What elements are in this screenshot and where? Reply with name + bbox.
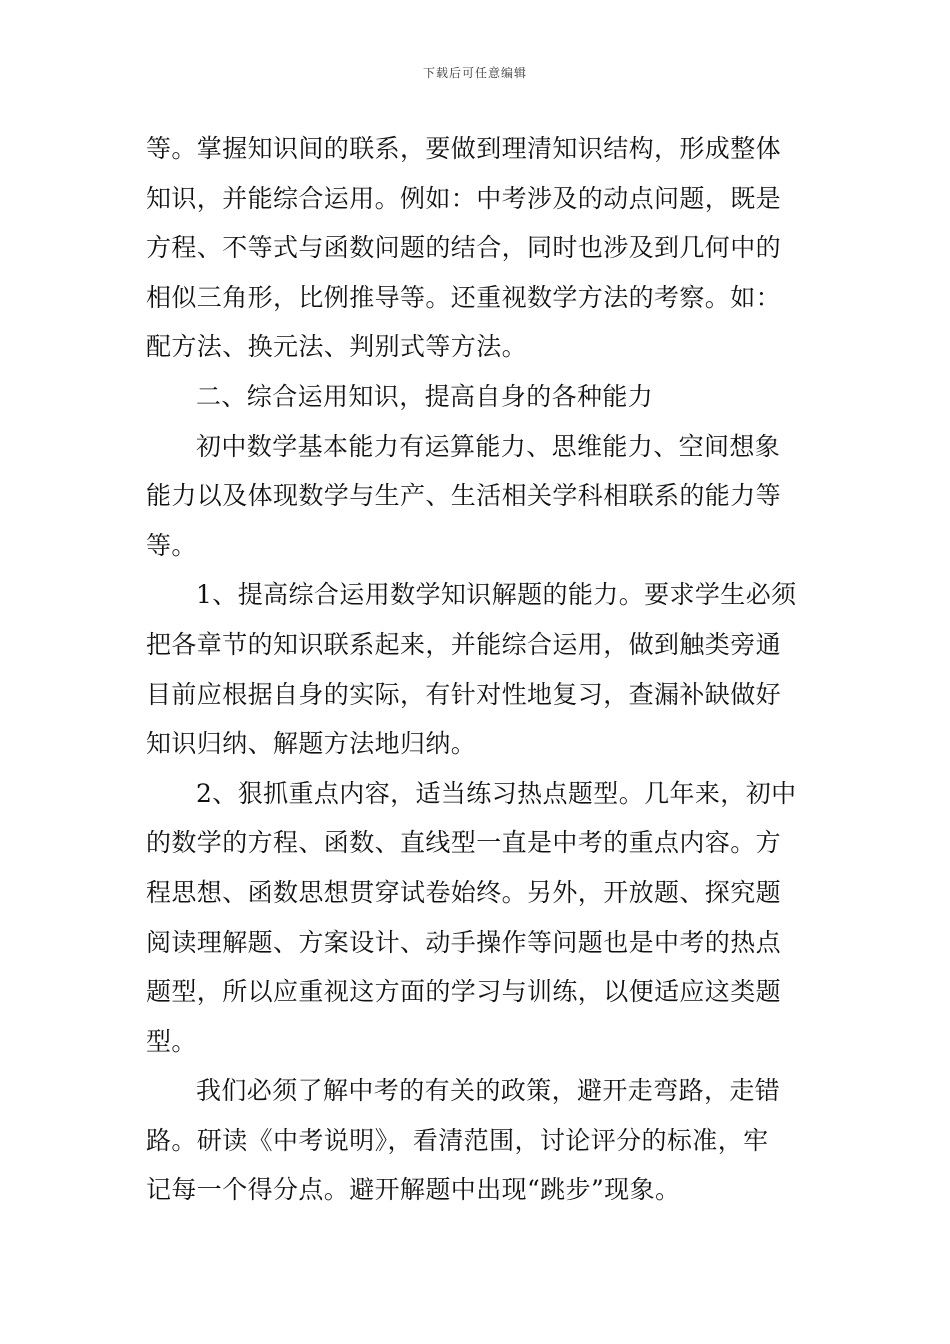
- paragraph: [146, 769, 808, 1067]
- text-line: 配方法、换元法、判别式等方法。: [146, 332, 528, 362]
- text-line: 知识，并能综合运用。例如：中考涉及的动点问题，既是: [146, 183, 782, 213]
- text-line: 我们必须了解中考的有关的政策，避开走弯路，走错: [196, 1076, 781, 1106]
- text-line: 把各章节的知识联系起来，并能综合运用，做到触类旁通: [146, 629, 782, 659]
- text-line: 初中数学基本能力有运算能力、思维能力、空间想象: [196, 431, 781, 461]
- paragraph: [146, 1066, 808, 1215]
- paragraph: [146, 570, 808, 768]
- page-header-note: 下载后可任意编辑: [422, 66, 527, 80]
- text-line: 能力以及体现数学与生产、生活相关学科相联系的能力等: [146, 481, 782, 511]
- text-line: 阅读理解题、方案设计、动手操作等问题也是中考的热点: [146, 927, 782, 957]
- text-line: 目前应根据自身的实际，有针对性地复习，查漏补缺做好: [146, 679, 782, 709]
- text-line: 相似三角形，比例推导等。还重视数学方法的考察。如：: [146, 282, 782, 312]
- text-line: 2、狠抓重点内容，适当练习热点题型。几年来，初中: [196, 778, 797, 808]
- paragraph: [146, 124, 808, 372]
- text-line: 型。: [146, 1026, 197, 1056]
- text-line: 方程、不等式与函数问题的结合，同时也涉及到几何中的: [146, 233, 782, 263]
- text-line: 程思想、函数思想贯穿试卷始终。另外，开放题、探究题: [146, 877, 782, 907]
- section-heading: [146, 372, 808, 422]
- paragraph: [146, 422, 808, 571]
- text-line: 记每一个得分点。避开解题中出现“跳步”现象。: [146, 1175, 681, 1205]
- text-line: 题型，所以应重视这方面的学习与训练，以便适应这类题: [146, 977, 782, 1007]
- text-line: 1、提高综合运用数学知识解题的能力。要求学生必须: [196, 580, 797, 610]
- text-line: 路。研读《中考说明》，看清范围，讨论评分的标准，牢: [146, 1125, 769, 1155]
- text-line: 知识归纳、解题方法地归纳。: [146, 729, 477, 759]
- document-body: [146, 124, 808, 1215]
- text-line: 二、综合运用知识，提高自身的各种能力: [196, 381, 654, 411]
- text-line: 等。: [146, 530, 197, 560]
- text-line: 的数学的方程、函数、直线型一直是中考的重点内容。方: [146, 828, 782, 858]
- text-line: 等。掌握知识间的联系，要做到理清知识结构，形成整体: [146, 134, 782, 163]
